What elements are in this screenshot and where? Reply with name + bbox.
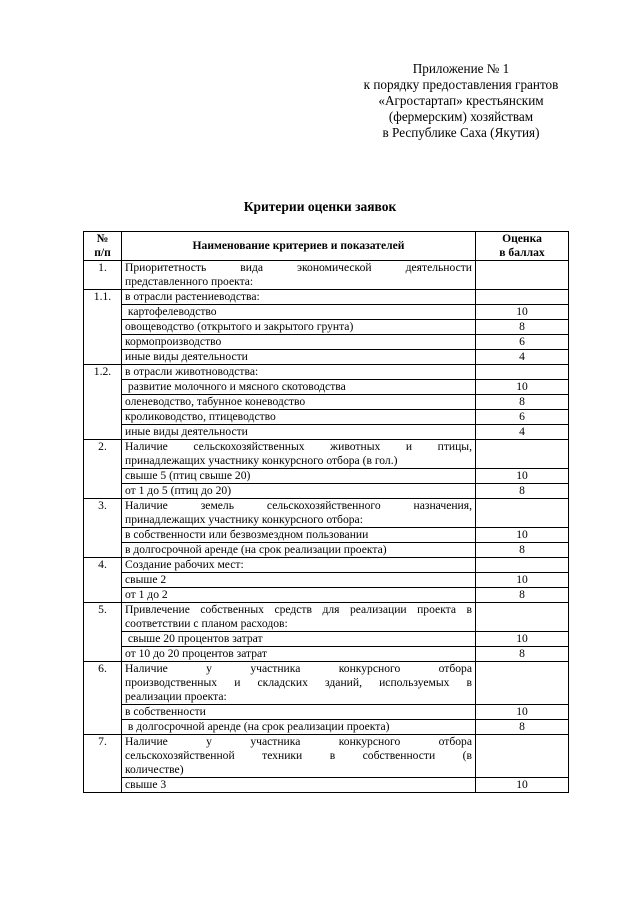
section-heading <box>122 735 476 778</box>
section-number: 1. <box>84 261 122 290</box>
section-score <box>476 558 569 573</box>
section-score <box>476 499 569 528</box>
criterion-score: 10 <box>476 380 569 395</box>
section-heading-line: Наличие сельскохозяйственных животных и птицы, <box>125 440 472 453</box>
section-score <box>476 735 569 778</box>
criterion-score: 10 <box>476 778 569 793</box>
criterion-label: развитие молочного и мясного скотоводства <box>122 380 476 395</box>
table-row <box>84 543 569 558</box>
criterion-label: иные виды деятельности <box>122 425 476 440</box>
section-number: 1.1. <box>84 290 122 365</box>
table-row <box>84 720 569 735</box>
table-row <box>84 588 569 603</box>
table-row <box>84 469 569 484</box>
criterion-label: в долгосрочной аренде (на срок реализации проекта) <box>122 543 476 558</box>
criterion-score: 6 <box>476 410 569 425</box>
annex-block <box>320 61 602 141</box>
annex-line: (фермерским) хозяйствам <box>388 109 534 124</box>
section-score <box>476 261 569 290</box>
criterion-label: от 1 до 5 (птиц до 20) <box>122 484 476 499</box>
criterion-label: оленеводство, табунное коневодство <box>122 395 476 410</box>
section-number: 6. <box>84 662 122 735</box>
section-heading-line: Создание рабочих мест: <box>125 558 244 571</box>
section-heading-row <box>84 735 569 778</box>
table-row <box>84 632 569 647</box>
table-row <box>84 647 569 662</box>
criteria-table <box>83 231 569 793</box>
table-row <box>84 395 569 410</box>
criterion-score: 8 <box>476 395 569 410</box>
table-row <box>84 410 569 425</box>
section-heading <box>122 499 476 528</box>
section-heading-row <box>84 558 569 573</box>
criterion-label: в собственности или безвозмездном пользовании <box>122 528 476 543</box>
criterion-label: в собственности <box>122 705 476 720</box>
criterion-score: 10 <box>476 632 569 647</box>
section-heading-row <box>84 261 569 290</box>
table-row <box>84 705 569 720</box>
table-row <box>84 350 569 365</box>
section-score <box>476 603 569 632</box>
criterion-label: свыше 3 <box>122 778 476 793</box>
section-heading-row <box>84 499 569 528</box>
section-heading-line: Наличие у участника конкурсного отбора <box>125 735 472 748</box>
criterion-score: 10 <box>476 469 569 484</box>
criterion-score: 10 <box>476 528 569 543</box>
section-heading-line: количестве) <box>125 763 184 776</box>
criterion-label: в долгосрочной аренде (на срок реализации проекта) <box>122 720 476 735</box>
criterion-score: 4 <box>476 350 569 365</box>
section-heading-row <box>84 662 569 705</box>
section-heading <box>122 290 476 305</box>
table-row <box>84 335 569 350</box>
table-row <box>84 573 569 588</box>
table-row <box>84 528 569 543</box>
criterion-score: 10 <box>476 573 569 588</box>
section-score <box>476 365 569 380</box>
section-number: 7. <box>84 735 122 793</box>
criterion-label: картофелеводство <box>122 305 476 320</box>
section-number: 3. <box>84 499 122 558</box>
criterion-score: 4 <box>476 425 569 440</box>
criterion-score: 8 <box>476 588 569 603</box>
annex-line: «Агростартап» крестьянским <box>378 93 544 108</box>
criterion-score: 6 <box>476 335 569 350</box>
criterion-score: 8 <box>476 647 569 662</box>
table-row <box>84 305 569 320</box>
section-heading-line: в отрасли растениеводства: <box>125 290 260 303</box>
section-heading <box>122 603 476 632</box>
section-heading <box>122 662 476 705</box>
section-heading-line: реализации проекта: <box>125 690 227 703</box>
section-heading-line: Приоритетность вида экономической деятельности <box>125 261 472 274</box>
section-heading-row <box>84 440 569 469</box>
document-title: Критерии оценки заявок <box>243 199 397 214</box>
annex-line: Приложение № 1 <box>412 61 510 76</box>
criterion-label: кормопроизводство <box>122 335 476 350</box>
section-heading-row <box>84 290 569 305</box>
section-heading-line: Наличие земель сельскохозяйственного назначения, <box>125 499 472 512</box>
section-score <box>476 662 569 705</box>
annex-line: в Республике Саха (Якутия) <box>382 125 540 140</box>
header-number: № п/п <box>84 232 122 261</box>
section-heading-line: Наличие у участника конкурсного отбора <box>125 662 472 675</box>
section-heading-line: в отрасли животноводства: <box>125 365 259 378</box>
section-number: 1.2. <box>84 365 122 440</box>
criterion-score: 10 <box>476 705 569 720</box>
table-header-row <box>84 232 569 261</box>
criterion-label: от 1 до 2 <box>122 588 476 603</box>
table-row <box>84 425 569 440</box>
section-heading <box>122 558 476 573</box>
criterion-label: иные виды деятельности <box>122 350 476 365</box>
section-heading <box>122 440 476 469</box>
criterion-score: 8 <box>476 720 569 735</box>
section-number: 2. <box>84 440 122 499</box>
section-heading-line: сельскохозяйственной техники в собственности (в <box>125 749 472 762</box>
table-row <box>84 320 569 335</box>
section-heading <box>122 365 476 380</box>
criterion-score: 10 <box>476 305 569 320</box>
section-heading-line: принадлежащих участнику конкурсного отбора: <box>125 513 363 526</box>
criteria-body <box>84 261 569 793</box>
criterion-label: кролиководство, птицеводство <box>122 410 476 425</box>
criterion-score: 8 <box>476 484 569 499</box>
section-heading-line: представленного проекта: <box>125 275 254 288</box>
section-heading-row <box>84 603 569 632</box>
section-score <box>476 440 569 469</box>
section-heading <box>122 261 476 290</box>
header-name: Наименование критериев и показателей <box>122 232 476 261</box>
criterion-score: 8 <box>476 320 569 335</box>
criterion-label: от 10 до 20 процентов затрат <box>122 647 476 662</box>
table-row <box>84 778 569 793</box>
criterion-label: овощеводство (открытого и закрытого грунта) <box>122 320 476 335</box>
section-number: 5. <box>84 603 122 662</box>
criterion-label: свыше 2 <box>122 573 476 588</box>
criterion-score: 8 <box>476 543 569 558</box>
section-heading-line: соответствии с планом расходов: <box>125 617 288 630</box>
section-number: 4. <box>84 558 122 603</box>
criterion-label: свыше 5 (птиц свыше 20) <box>122 469 476 484</box>
annex-line: к порядку предоставления грантов <box>363 77 559 92</box>
section-heading-line: Привлечение собственных средств для реализации проекта в <box>125 603 472 616</box>
section-heading-row <box>84 365 569 380</box>
section-heading-line: производственных и складских зданий, используемых в <box>125 676 472 689</box>
table-row <box>84 380 569 395</box>
header-score: Оценка в баллах <box>476 232 569 261</box>
table-row <box>84 484 569 499</box>
section-score <box>476 290 569 305</box>
criterion-label: свыше 20 процентов затрат <box>122 632 476 647</box>
section-heading-line: принадлежащих участнику конкурсного отбора (в гол.) <box>125 454 398 467</box>
